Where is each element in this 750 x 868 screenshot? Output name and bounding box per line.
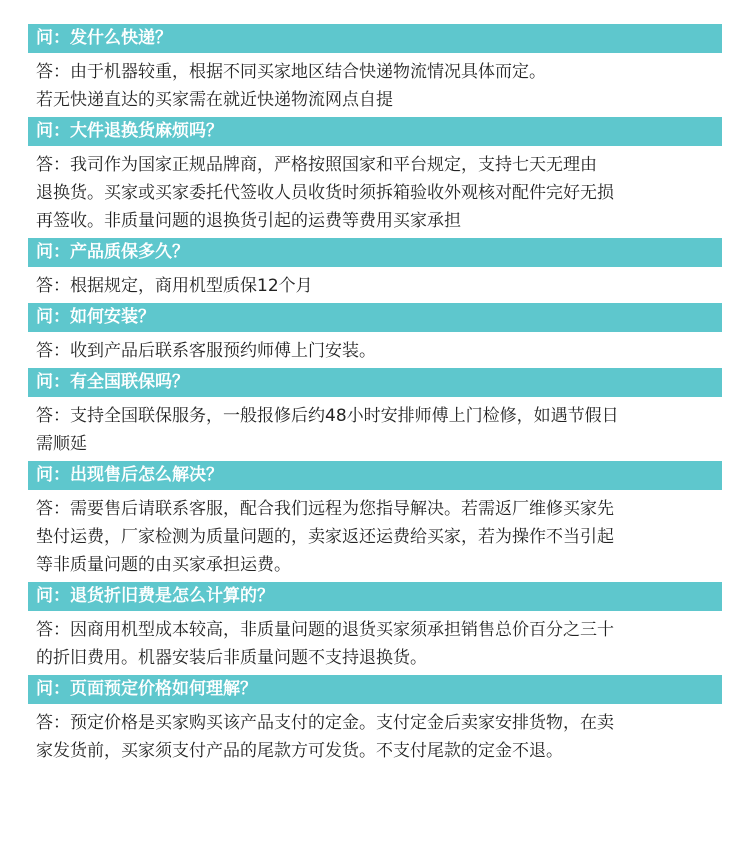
faq-item [28, 303, 722, 368]
faq-answer-line: 等非质量问题的由买家承担运费。 [36, 555, 291, 575]
faq-answer [28, 397, 722, 461]
faq-answer-line: 答：由于机器较重，根据不同买家地区结合快递物流情况具体而定。 [36, 62, 546, 82]
faq-question: 问：发什么快递？ [28, 24, 722, 53]
faq-question: 问：大件退换货麻烦吗？ [28, 117, 722, 146]
faq-answer-line: 答：因商用机型成本较高，非质量问题的退货买家须承担销售总价百分之三十 [36, 620, 614, 640]
faq-item [28, 24, 722, 117]
faq-answer-line: 的折旧费用。机器安装后非质量问题不支持退换货。 [36, 648, 427, 668]
faq-answer-line: 答：预定价格是买家购买该产品支付的定金。支付定金后卖家安排货物，在卖 [36, 713, 614, 733]
faq-answer [28, 267, 722, 303]
faq-answer-line: 若无快递直达的买家需在就近快递物流网点自提 [36, 90, 393, 110]
faq-answer [28, 611, 722, 675]
faq-answer-line: 答：根据规定，商用机型质保12个月 [36, 276, 313, 296]
faq-answer [28, 53, 722, 117]
faq-answer-line: 退换货。买家或买家委托代签收人员收货时须拆箱验收外观核对配件完好无损 [36, 183, 614, 203]
faq-item [28, 238, 722, 303]
faq-answer-line: 再签收。非质量问题的退换货引起的运费等费用买家承担 [36, 211, 461, 231]
faq-answer-line: 家发货前，买家须支付产品的尾款方可发货。不支付尾款的定金不退。 [36, 741, 563, 761]
faq-answer-line: 答：需要售后请联系客服，配合我们远程为您指导解决。若需返厂维修买家先 [36, 499, 614, 519]
faq-answer [28, 704, 722, 768]
faq-item [28, 675, 722, 768]
faq-answer-line: 答：支持全国联保服务，一般报修后约48小时安排师傅上门检修，如遇节假日 [36, 406, 619, 426]
faq-answer [28, 490, 722, 582]
faq-item [28, 117, 722, 238]
faq-answer-line: 垫付运费，厂家检测为质量问题的，卖家返还运费给买家，若为操作不当引起 [36, 527, 614, 547]
faq-item [28, 582, 722, 675]
faq-answer-line: 需顺延 [36, 434, 87, 454]
faq-question: 问：有全国联保吗？ [28, 368, 722, 397]
faq-question: 问：如何安装？ [28, 303, 722, 332]
faq-item [28, 461, 722, 582]
faq-question: 问：页面预定价格如何理解？ [28, 675, 722, 704]
faq-question: 问：出现售后怎么解决？ [28, 461, 722, 490]
faq-question: 问：退货折旧费是怎么计算的？ [28, 582, 722, 611]
faq-answer [28, 146, 722, 238]
faq-answer [28, 332, 722, 368]
faq-item [28, 368, 722, 461]
faq-answer-line: 答：我司作为国家正规品牌商，严格按照国家和平台规定，支持七天无理由 [36, 155, 597, 175]
faq-question: 问：产品质保多久？ [28, 238, 722, 267]
faq-answer-line: 答：收到产品后联系客服预约师傅上门安装。 [36, 341, 376, 361]
